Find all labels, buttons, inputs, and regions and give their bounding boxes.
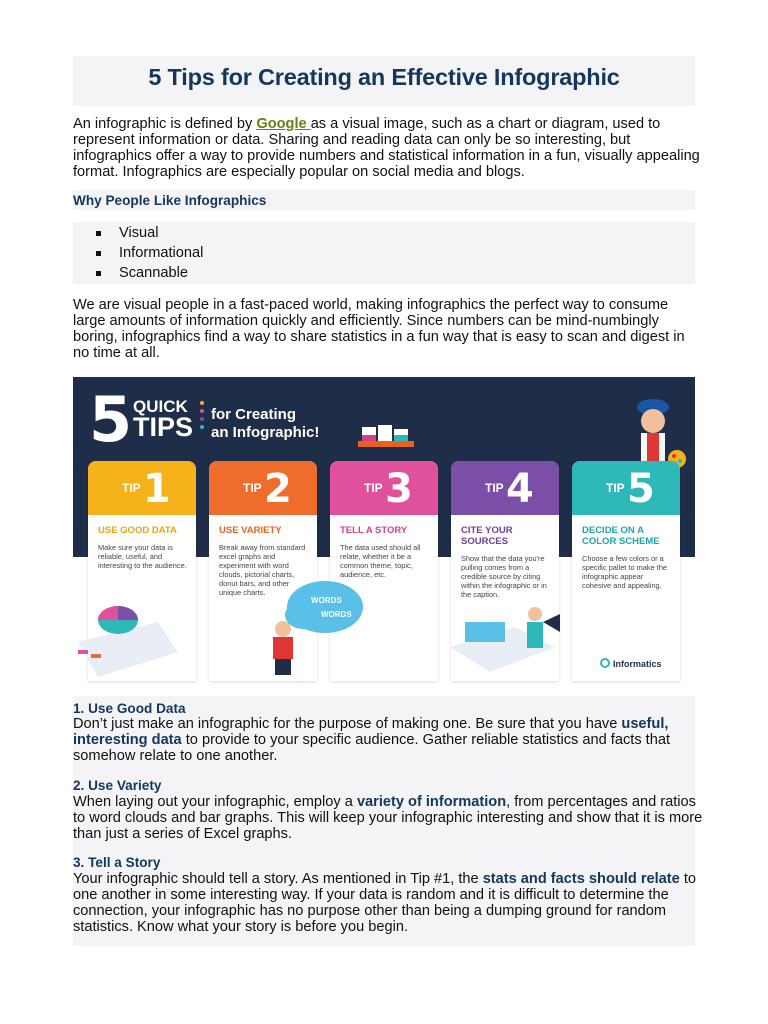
tip-card-5-header (572, 461, 680, 515)
tip-card-title: CITE YOUR SOURCES (461, 525, 513, 547)
tip-card-body: The data used should all relate, whether it be a common theme, topic, audience, etc. (340, 543, 421, 579)
section-2-heading: 2. Use Variety (73, 778, 162, 793)
tip-card-2-header (209, 461, 317, 515)
books-illustration (356, 417, 416, 453)
tip-card-1-header (88, 461, 196, 515)
infographic-image (73, 377, 695, 690)
google-link[interactable]: Google (256, 116, 311, 132)
megaphone-illustration (445, 592, 565, 682)
section-3-heading: 3. Tell a Story (73, 855, 161, 870)
section-3-text-before: Your infographic should tell a story. As mentioned in Tip #1, the (73, 871, 483, 887)
tip-card-title: USE GOOD DATA (98, 525, 177, 536)
page-title: 5 Tips for Creating an Effective Infographic (148, 64, 620, 90)
informatics-logo-text: Informatics (613, 659, 662, 669)
tip-card-number: 5 (627, 466, 655, 512)
tip-card-label: TIP (122, 481, 141, 495)
infographic-color-dots (200, 401, 206, 433)
tip-card-title: TELL A STORY (340, 525, 408, 536)
tip-card-5 (572, 461, 680, 681)
tip-card-number: 4 (506, 466, 534, 512)
svg-text:WORDS: WORDS (311, 596, 342, 605)
section-1-paragraph (73, 716, 703, 764)
tip-card-number: 2 (264, 466, 292, 512)
section-2-text-before: When laying out your infographic, employ a (73, 794, 357, 810)
section-1-text-before: Don’t just make an infographic for the purpose of making one. Be sure that you have (73, 716, 622, 732)
tip-card-number: 1 (143, 466, 171, 512)
infographic-big-number: 5 (89, 383, 133, 456)
informatics-logo-icon (599, 658, 611, 668)
word-cloud-illustration (263, 577, 373, 677)
section-3-text-after: to one another in some interesting way. If your data is random and it is difficult to determine the connection, your infographic has no purpose other than being a dumping ground for random statistics. Know what your story is before you begin. (73, 871, 696, 935)
why-heading: Why People Like Infographics (73, 193, 267, 208)
reasons-list (96, 224, 203, 284)
tip-card-body: Make sure your data is reliable, useful, and interesting to the audience. (98, 543, 187, 570)
visual-paragraph: We are visual people in a fast-paced world, making infographics the perfect way to consume large amounts of information quickly and efficiently. Since numbers can be mind-numbingly boring, infographics find a way to share statistics in a fun way that is easy to scan and digest in no time at all. (73, 297, 685, 361)
section-3-paragraph (73, 871, 703, 935)
tip-card-3-header (330, 461, 438, 515)
section-2-paragraph (73, 794, 703, 842)
tip-card-label: TIP (485, 481, 504, 495)
infographic-subtitle-line1: for Creating (211, 406, 297, 423)
tip-card-body: Show that the data you're pulling comes from a credible source by citing within the infographic or in the caption. (461, 554, 547, 599)
section-1-heading: 1. Use Good Data (73, 701, 186, 716)
infographic-quick-label: QUICK (133, 397, 188, 416)
intro-before-link: An infographic is defined by (73, 116, 257, 132)
infographic-subtitle (211, 406, 319, 442)
svg-text:WORDS: WORDS (321, 610, 352, 619)
intro-paragraph (73, 116, 703, 180)
tip-card-label: TIP (243, 481, 262, 495)
tip-card-title: DECIDE ON A COLOR SCHEME (582, 525, 660, 547)
tip-card-title: USE VARIETY (219, 525, 282, 536)
list-item: Scannable (96, 264, 203, 284)
intro-after-link: as a visual image, such as a chart or diagram, used to represent information or data. Sharing and reading data can only be so interesting, but infographics offer a way to provide numbers and statistical information in a fun, visually appealing format. Infographics are especially popular on social media and blogs. (73, 116, 700, 180)
section-1-text-after: to provide to your specific audience. Gather reliable statistics and facts that somehow relate to one another. (73, 732, 671, 764)
chart-illustration (73, 592, 183, 682)
tip-card-body: Choose a few colors or a specific pallet to make the infographic appear cohesive and appealing. (582, 554, 668, 590)
section-1-highlight: useful, interesting data (73, 716, 669, 748)
tip-card-body: Break away from standard excel graphs and experiment with word clouds, pictorial charts, donut bars, and other unique charts. (219, 543, 306, 597)
tip-card-label: TIP (364, 481, 383, 495)
section-3-highlight: stats and facts should relate (482, 871, 680, 887)
section-2-text-after: , from percentages and ratios to word clouds and bar graphs. This will keep your infographic interesting and show that it is more than just a series of Excel graphs. (73, 794, 703, 842)
infographic-subtitle-line2: an Infographic! (211, 424, 320, 441)
list-item: Informational (96, 244, 203, 264)
tip-card-label: TIP (606, 481, 625, 495)
tip-card-4-header (451, 461, 559, 515)
infographic-tips-label: TIPS (133, 412, 194, 442)
list-item: Visual (96, 224, 203, 244)
section-2-highlight: variety of information (356, 794, 507, 810)
tip-card-number: 3 (385, 466, 413, 512)
